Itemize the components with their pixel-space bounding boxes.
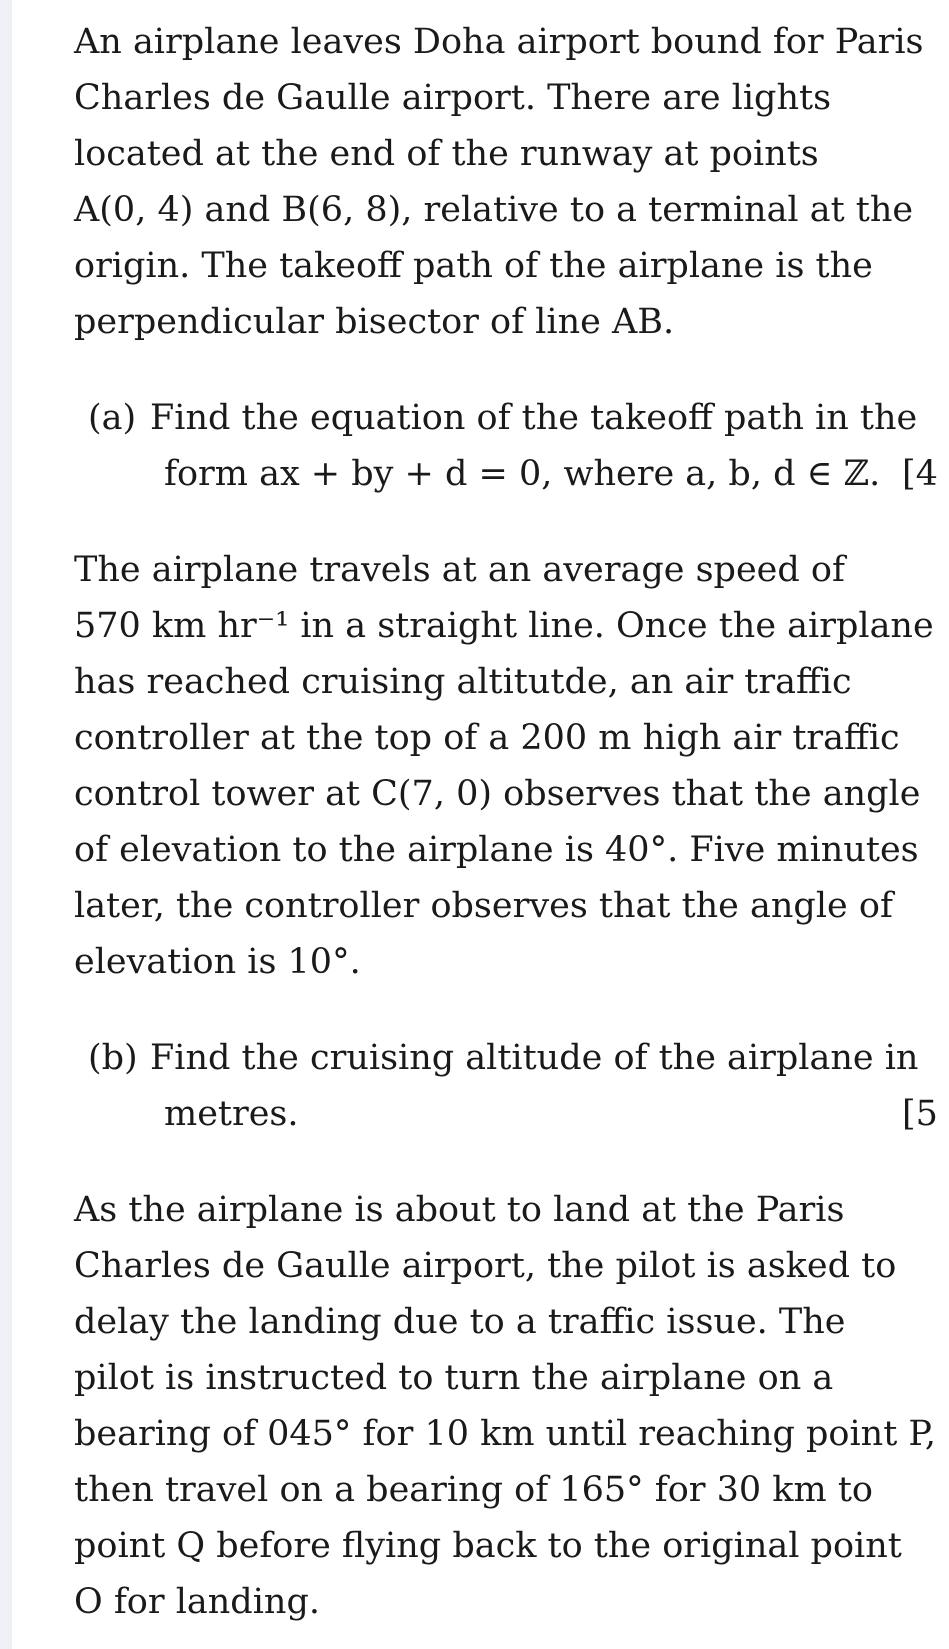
text-line: O for landing. [74, 1582, 320, 1622]
left-edge-strip [0, 0, 12, 1649]
context-paragraph [74, 542, 934, 990]
text-line: point Q before flying back to the original point [74, 1526, 902, 1566]
text-line: later, the controller observes that the angle of [74, 886, 893, 926]
text-line: delay the landing due to a traffic issue. The [74, 1302, 846, 1342]
text-line: perpendicular bisector of line AB. [74, 302, 675, 342]
text-line: bearing of 045° for 10 km until reaching point P, [74, 1414, 936, 1454]
question-document [74, 14, 938, 1630]
text-line: Find the cruising altitude of the airplane in [150, 1038, 919, 1078]
part-b-first-line [88, 1030, 919, 1086]
text-line: Find the equation of the takeoff path in the [150, 398, 918, 438]
text-line: elevation is 10°. [74, 942, 361, 982]
text-line: 570 km hr⁻¹ in a straight line. Once the airplane [74, 606, 934, 646]
text-line: form ax + by + d = 0, where a, b, d ∈ ℤ. [164, 454, 881, 494]
part-b-label: (b) [88, 1038, 138, 1078]
intro-paragraph [74, 14, 924, 350]
part-a-label: (a) [88, 398, 137, 438]
question-part-b [74, 1030, 938, 1142]
text-line: Charles de Gaulle airport, the pilot is asked to [74, 1246, 897, 1286]
text-line: origin. The takeoff path of the airplane is the [74, 246, 873, 286]
part-a-first-line [88, 390, 918, 446]
text-line: located at the end of the runway at points [74, 134, 819, 174]
text-line: The airplane travels at an average speed of [74, 550, 845, 590]
text-line: has reached cruising altitutde, an air traffic [74, 662, 852, 702]
text-line: Charles de Gaulle airport. There are lights [74, 78, 832, 118]
text-line: A(0, 4) and B(6, 8), relative to a terminal at the [74, 190, 914, 230]
text-line: metres. [164, 1094, 299, 1134]
text-line: then travel on a bearing of 165° for 30 km to [74, 1470, 873, 1510]
text-line: pilot is instructed to turn the airplane on a [74, 1358, 834, 1398]
marks-indicator: [4 [902, 454, 938, 494]
question-part-a [74, 390, 938, 502]
text-line: controller at the top of a 200 m high air traffic [74, 718, 900, 758]
text-line: of elevation to the airplane is 40°. Five minutes [74, 830, 919, 870]
marks-indicator: [5 [902, 1094, 938, 1134]
text-line: control tower at C(7, 0) observes that the angle [74, 774, 921, 814]
text-line: As the airplane is about to land at the Paris [74, 1190, 845, 1230]
final-paragraph [74, 1182, 936, 1630]
text-line: An airplane leaves Doha airport bound for Paris [74, 22, 924, 62]
